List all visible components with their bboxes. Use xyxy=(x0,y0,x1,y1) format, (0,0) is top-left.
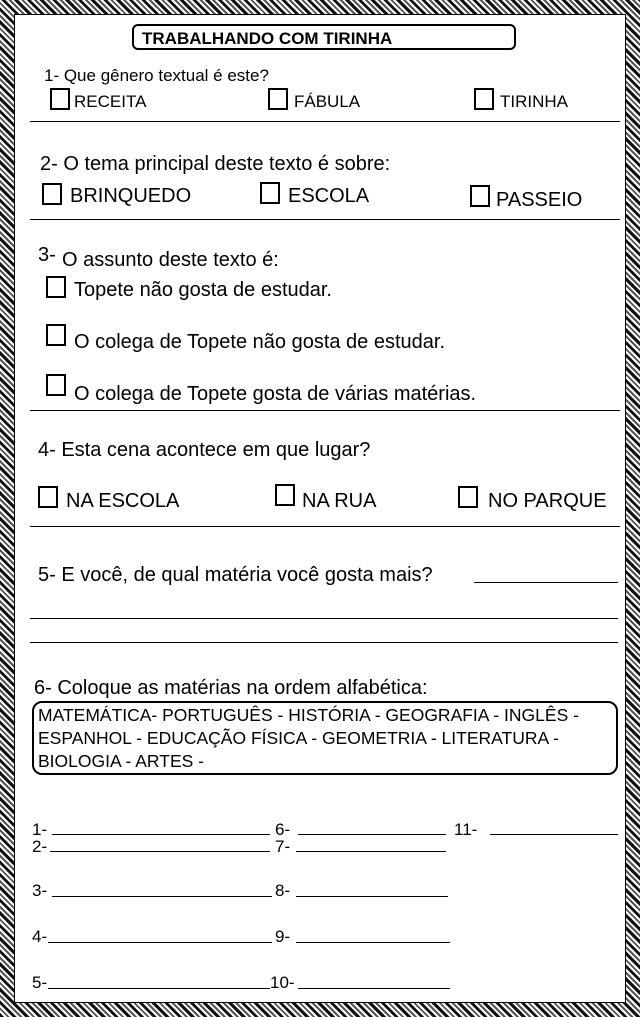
question-3-number: 3- xyxy=(38,244,56,266)
question-2: 2- O tema principal deste texto é sobre: xyxy=(40,153,391,175)
answer-number-7: 7- xyxy=(275,837,291,856)
option-label: FÁBULA xyxy=(294,92,361,111)
option-label: O colega de Topete não gosta de estudar. xyxy=(74,331,446,353)
option-label: PASSEIO xyxy=(496,189,583,211)
divider xyxy=(30,526,620,527)
divider xyxy=(30,121,620,122)
checkbox-q1-fabula[interactable] xyxy=(268,88,288,110)
answer-line[interactable] xyxy=(474,582,618,583)
question-3: O assunto deste texto é: xyxy=(62,249,279,271)
answer-number-1: 1- xyxy=(32,820,48,839)
answer-number-9: 9- xyxy=(275,927,291,946)
question-1: 1- Que gênero textual é este? xyxy=(44,66,269,85)
answer-line-1[interactable] xyxy=(52,834,270,835)
question-5: 5- E você, de qual matéria você gosta mais? xyxy=(38,564,433,586)
option-label: TIRINHA xyxy=(500,92,568,111)
checkbox-q2-brinquedo[interactable] xyxy=(42,183,62,205)
answer-number-2: 2- xyxy=(32,837,48,856)
option-label: RECEITA xyxy=(74,92,147,111)
checkbox-q4-escola[interactable] xyxy=(38,486,58,508)
divider xyxy=(30,410,620,411)
answer-line-2[interactable] xyxy=(50,851,270,852)
answer-line-9[interactable] xyxy=(296,942,450,943)
option-label: NA RUA xyxy=(302,490,377,512)
checkbox-q1-receita[interactable] xyxy=(50,88,70,110)
answer-number-5: 5- xyxy=(32,973,48,992)
answer-line-7[interactable] xyxy=(296,851,446,852)
answer-number-6: 6- xyxy=(275,820,291,839)
option-label: NA ESCOLA xyxy=(66,490,180,512)
page-title: TRABALHANDO COM TIRINHA xyxy=(132,24,516,50)
option-label: ESCOLA xyxy=(288,185,370,207)
checkbox-q4-rua[interactable] xyxy=(275,484,295,506)
option-label: O colega de Topete gosta de várias matérias. xyxy=(74,383,477,405)
checkbox-q3-option-3[interactable] xyxy=(46,374,66,396)
answer-line-5[interactable] xyxy=(48,988,270,989)
question-4: 4- Esta cena acontece em que lugar? xyxy=(38,439,371,461)
answer-line[interactable] xyxy=(30,642,618,643)
answer-line-3[interactable] xyxy=(52,896,272,897)
divider xyxy=(30,219,620,220)
answer-number-10: 10- xyxy=(270,973,295,992)
answer-line-11[interactable] xyxy=(490,834,618,835)
answer-line[interactable] xyxy=(30,618,618,619)
option-label: Topete não gosta de estudar. xyxy=(74,279,332,301)
answer-number-8: 8- xyxy=(275,881,291,900)
answer-number-4: 4- xyxy=(32,927,48,946)
question-6: 6- Coloque as matérias na ordem alfabética: xyxy=(34,677,428,699)
subjects-box: MATEMÁTICA- PORTUGUÊS - HISTÓRIA - GEOGRAFIA - INGLÊS - ESPANHOL - EDUCAÇÃO FÍSICA - GEOMETRIA - LITERATURA - BIOLOGIA - ARTES - xyxy=(32,701,618,775)
checkbox-q3-option-1[interactable] xyxy=(46,276,66,298)
checkbox-q2-escola[interactable] xyxy=(260,182,280,204)
answer-line-4[interactable] xyxy=(48,942,272,943)
checkbox-q3-option-2[interactable] xyxy=(46,324,66,346)
answer-line-8[interactable] xyxy=(296,896,448,897)
checkbox-q1-tirinha[interactable] xyxy=(474,88,494,110)
answer-line-6[interactable] xyxy=(298,834,446,835)
option-label: NO PARQUE xyxy=(488,490,607,512)
answer-number-11: 11- xyxy=(454,820,478,839)
answer-line-10[interactable] xyxy=(298,988,450,989)
checkbox-q4-parque[interactable] xyxy=(458,486,478,508)
checkbox-q2-passeio[interactable] xyxy=(470,185,490,207)
answer-number-3: 3- xyxy=(32,881,48,900)
option-label: BRINQUEDO xyxy=(70,185,192,207)
